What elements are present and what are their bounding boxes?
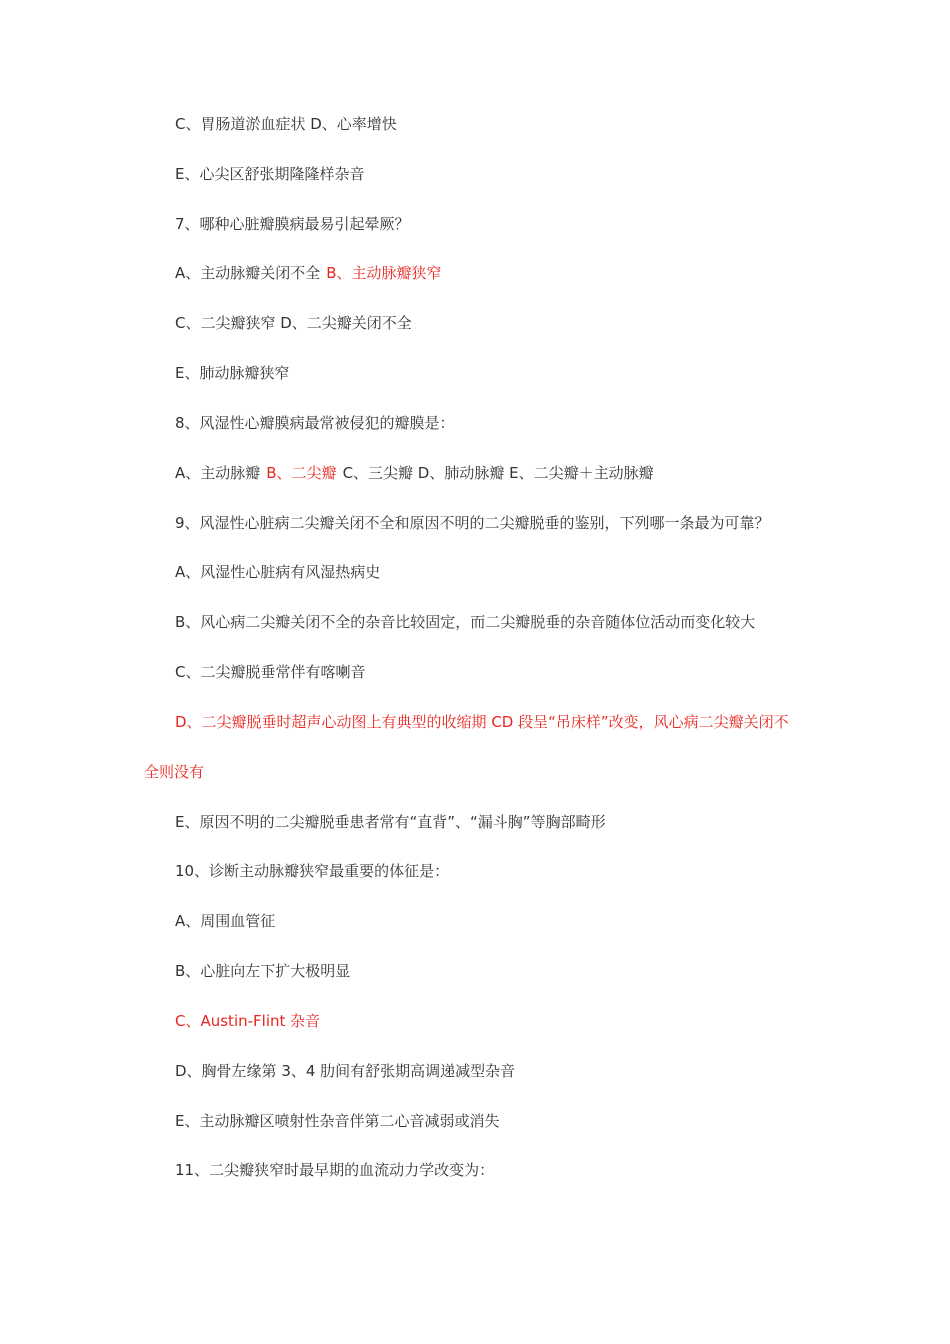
question-10: 10、诊断主动脉瓣狭窄最重要的体征是： [175, 862, 450, 880]
option-line: E、心尖区舒张期隆隆样杂音 [175, 165, 365, 183]
option-line: D、胸骨左缘第 3、4 肋间有舒张期高调递减型杂音 [175, 1062, 516, 1080]
question-7: 7、哪种心脏瓣膜病最易引起晕厥？ [175, 215, 410, 233]
option-line: A、风湿性心脏病有风湿热病史 [175, 563, 381, 581]
option-text: A、主动脉瓣 [175, 464, 261, 482]
question-9: 9、风湿性心脏病二尖瓣关闭不全和原因不明的二尖瓣脱垂的鉴别，下列哪一条最为可靠？ [175, 514, 770, 532]
correct-answer: B、主动脉瓣狭窄 [326, 264, 442, 282]
option-line: E、肺动脉瓣狭窄 [175, 364, 290, 382]
option-line: E、主动脉瓣区喷射性杂音伴第二心音减弱或消失 [175, 1112, 500, 1130]
correct-answer: D、二尖瓣脱垂时超声心动图上有典型的收缩期 CD 段呈“吊床样”改变，风心病二尖瓣关闭不 [175, 713, 789, 731]
option-text: C、三尖瓣 D、肺动脉瓣 E、二尖瓣＋主动脉瓣 [342, 464, 654, 482]
question-11: 11、二尖瓣狭窄时最早期的血流动力学改变为： [175, 1161, 495, 1179]
option-line: B、心脏向左下扩大极明显 [175, 962, 351, 980]
option-text: A、主动脉瓣关闭不全 [175, 264, 321, 282]
option-line [175, 262, 442, 284]
option-line: E、原因不明的二尖瓣脱垂患者常有“直背”、“漏斗胸”等胸部畸形 [175, 813, 606, 831]
correct-answer: B、二尖瓣 [266, 464, 337, 482]
option-line: C、二尖瓣狭窄 D、二尖瓣关闭不全 [175, 314, 412, 332]
option-line [175, 462, 654, 484]
option-line: C、胃肠道淤血症状 D、心率增快 [175, 115, 397, 133]
question-8: 8、风湿性心瓣膜病最常被侵犯的瓣膜是： [175, 414, 455, 432]
option-line: C、二尖瓣脱垂常伴有喀喇音 [175, 663, 366, 681]
option-line: A、周围血管征 [175, 912, 276, 930]
correct-answer: C、Austin-Flint 杂音 [175, 1012, 321, 1030]
correct-answer-continued: 全则没有 [144, 763, 205, 781]
option-line: B、风心病二尖瓣关闭不全的杂音比较固定，而二尖瓣脱垂的杂音随体位活动而变化较大 [175, 613, 756, 631]
